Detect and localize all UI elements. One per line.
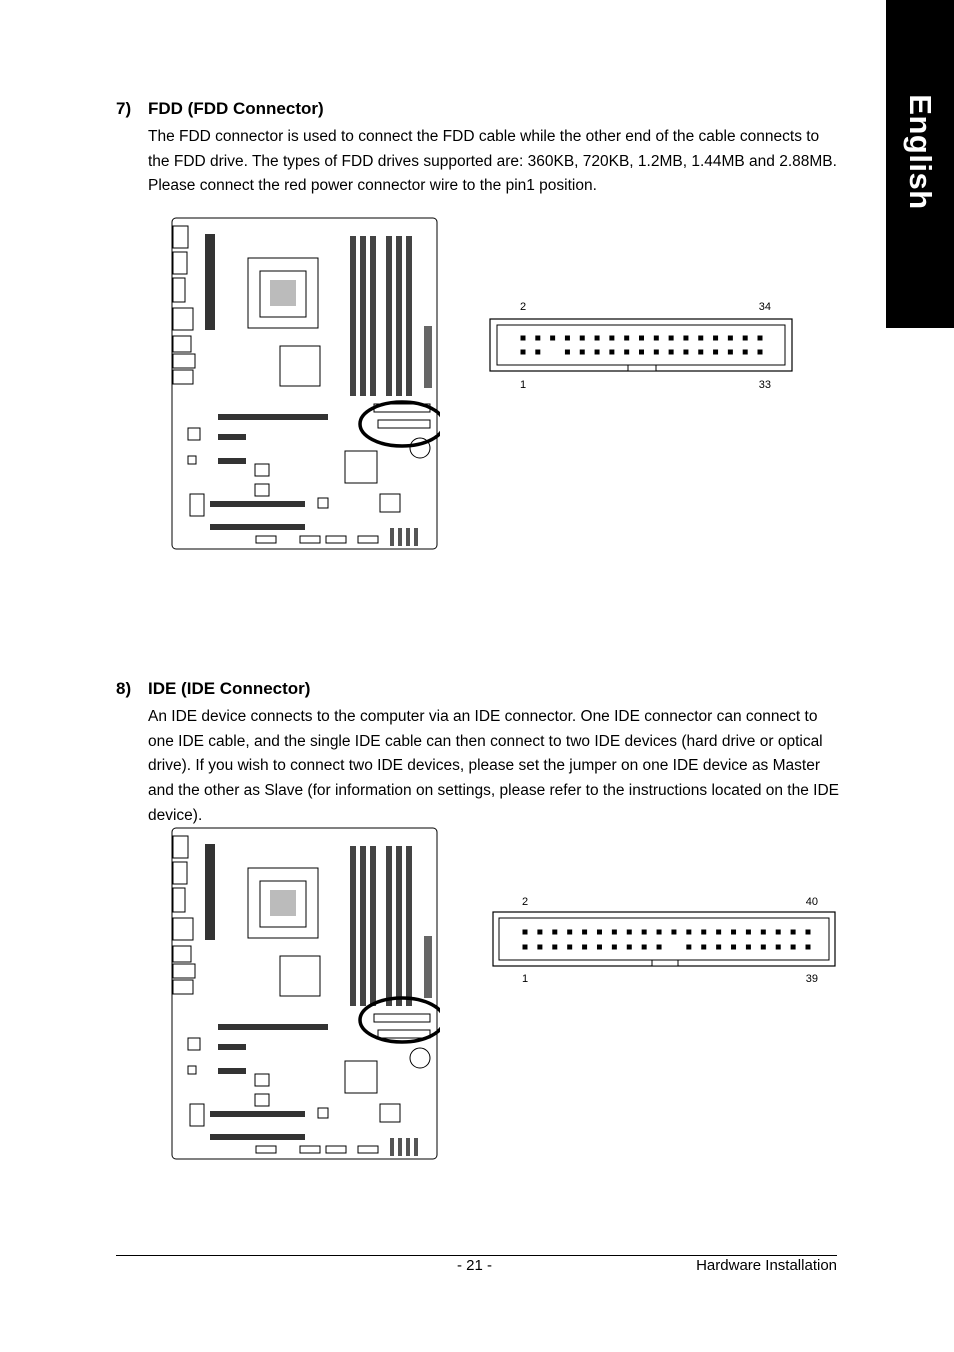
pin	[552, 945, 557, 950]
expansion-slot	[218, 1068, 246, 1074]
memory-slot	[386, 236, 392, 396]
pin-label-top-left: 2	[522, 896, 529, 908]
connector-key-notch	[628, 365, 656, 371]
pin	[535, 336, 540, 341]
memory-slot	[370, 236, 376, 396]
memory-slot	[350, 236, 356, 396]
pin	[758, 336, 763, 341]
pin	[701, 945, 706, 950]
pin	[582, 945, 587, 950]
front-panel-header	[300, 1146, 320, 1153]
memory-slot	[396, 846, 402, 1006]
pin	[713, 350, 718, 355]
southbridge-chip	[345, 1061, 377, 1093]
rear-io-port	[173, 862, 187, 884]
pin	[642, 930, 647, 935]
pin-array	[521, 336, 763, 355]
rear-io-port	[173, 980, 193, 994]
pin	[657, 930, 662, 935]
expansion-slot	[210, 501, 305, 507]
pin	[686, 930, 691, 935]
pin-label-top-right: 34	[758, 301, 771, 313]
pin	[683, 336, 688, 341]
sata-port	[406, 1138, 410, 1156]
connector-inner-frame	[499, 918, 829, 960]
pin	[716, 930, 721, 935]
pin	[806, 945, 811, 950]
pin	[597, 945, 602, 950]
rear-io-port	[173, 336, 191, 352]
header-connector	[374, 1014, 430, 1022]
front-panel-header	[358, 536, 378, 543]
sata-port	[414, 1138, 418, 1156]
board-component	[255, 464, 269, 476]
rear-io-port	[173, 888, 185, 912]
expansion-slot	[218, 414, 328, 420]
memory-slot	[396, 236, 402, 396]
connector-outer-frame	[490, 319, 792, 371]
expansion-slot	[210, 524, 305, 530]
pin	[686, 945, 691, 950]
pin	[791, 930, 796, 935]
pin	[565, 336, 570, 341]
pin	[624, 350, 629, 355]
board-component	[188, 428, 200, 440]
rear-io-port	[173, 308, 193, 330]
pin	[597, 930, 602, 935]
pin	[612, 945, 617, 950]
front-panel-header	[300, 536, 320, 543]
power-connector	[205, 844, 215, 940]
board-component	[188, 456, 196, 464]
pin	[580, 350, 585, 355]
fdd-pin-diagram	[488, 296, 798, 396]
pin	[654, 336, 659, 341]
ide-section-title: IDE (IDE Connector)	[148, 679, 311, 698]
sata-port	[390, 528, 394, 546]
pin	[550, 336, 555, 341]
language-tab	[886, 0, 954, 328]
language-tab-label: English	[903, 94, 938, 210]
ide-section-heading	[116, 679, 310, 699]
page-number: - 21 -	[457, 1257, 493, 1274]
rear-io-port	[173, 370, 193, 384]
pin	[776, 945, 781, 950]
pin	[642, 945, 647, 950]
sata-port	[406, 528, 410, 546]
pin	[698, 350, 703, 355]
pin	[639, 350, 644, 355]
pin	[683, 350, 688, 355]
board-component	[255, 1074, 269, 1086]
board-component	[318, 1108, 328, 1118]
pin	[609, 350, 614, 355]
pin	[657, 945, 662, 950]
pin	[639, 336, 644, 341]
pin	[595, 336, 600, 341]
fdd-section-heading	[116, 99, 324, 119]
atx-power-connector	[424, 936, 432, 998]
rear-io-port	[173, 964, 195, 978]
fdd-section-body: The FDD connector is used to connect the FDD cable while the other end of the cable connects to the FDD drive. The types of FDD drives supported are: 360KB, 720KB, 1.2MB, 1.44MB and 2.88MB. Please connect the red power connector wire to the pin1 position.	[148, 128, 837, 195]
pin	[731, 945, 736, 950]
memory-slot	[386, 846, 392, 1006]
pin	[761, 945, 766, 950]
pin	[535, 350, 540, 355]
expansion-slot	[218, 458, 246, 464]
memory-slot	[406, 846, 412, 1006]
pin	[713, 336, 718, 341]
southbridge-chip	[345, 451, 377, 483]
ide-section-number: 8)	[116, 679, 132, 698]
header-connector	[378, 1030, 430, 1038]
motherboard-ide-location-illustration	[170, 826, 440, 1162]
pin	[595, 350, 600, 355]
board-component	[380, 494, 400, 512]
pin	[521, 350, 526, 355]
rear-io-port	[173, 226, 188, 248]
pin	[701, 930, 706, 935]
pin	[654, 350, 659, 355]
pin	[698, 336, 703, 341]
rear-io-port	[173, 918, 193, 940]
pin	[743, 350, 748, 355]
pin	[728, 350, 733, 355]
pin	[537, 930, 542, 935]
pin	[624, 336, 629, 341]
power-connector	[205, 234, 215, 330]
expansion-slot	[218, 434, 246, 440]
fdd-section-title: FDD (FDD Connector)	[148, 99, 324, 118]
pin	[669, 350, 674, 355]
pin	[669, 336, 674, 341]
pin	[791, 945, 796, 950]
front-panel-header	[256, 536, 276, 543]
front-panel-header	[358, 1146, 378, 1153]
rear-io-port	[173, 354, 195, 368]
pin	[523, 945, 528, 950]
memory-slot	[370, 846, 376, 1006]
board-component	[190, 494, 204, 516]
memory-slot	[406, 236, 412, 396]
memory-slot	[350, 846, 356, 1006]
header-connector	[378, 420, 430, 428]
board-component	[255, 484, 269, 496]
footer-divider	[116, 1255, 837, 1256]
rear-io-port	[173, 836, 188, 858]
pin	[627, 930, 632, 935]
pin-label-top-right: 40	[805, 896, 818, 908]
rear-io-port	[173, 278, 185, 302]
sata-port	[398, 1138, 402, 1156]
northbridge-chip	[280, 956, 320, 996]
footer-section-name: Hardware Installation	[696, 1257, 837, 1274]
fdd-section-number: 7)	[116, 99, 132, 118]
pin	[582, 930, 587, 935]
front-panel-header	[326, 536, 346, 543]
pin	[567, 945, 572, 950]
pin	[728, 336, 733, 341]
board-component	[318, 498, 328, 508]
pin	[567, 930, 572, 935]
pin	[627, 945, 632, 950]
connector-outer-frame	[493, 912, 835, 966]
atx-power-connector	[424, 326, 432, 388]
pin	[671, 930, 676, 935]
expansion-slot	[218, 1024, 328, 1030]
memory-slot	[360, 236, 366, 396]
ide-pin-diagram	[490, 890, 840, 990]
pin	[612, 930, 617, 935]
pin	[537, 945, 542, 950]
pin	[580, 336, 585, 341]
rear-io-port	[173, 946, 191, 962]
ide-section-body: An IDE device connects to the computer via an IDE connector. One IDE connector can connect to one IDE cable, and the single IDE cable can then connect to two IDE devices (hard drive or optical drive). If you wish to connect two IDE devices, please set the jumper on one IDE device as Master and the other as Slave (for information on settings, please refer to the instructions located on the IDE device).	[148, 708, 839, 824]
pin	[552, 930, 557, 935]
board-component	[188, 1038, 200, 1050]
pin-label-top-left: 2	[520, 301, 527, 313]
front-panel-header	[326, 1146, 346, 1153]
expansion-slot	[218, 1044, 246, 1050]
sata-port	[414, 528, 418, 546]
pin	[746, 930, 751, 935]
pin	[523, 930, 528, 935]
cpu-die	[270, 280, 296, 306]
pin-label-bottom-left: 1	[522, 973, 529, 985]
pin	[758, 350, 763, 355]
board-component	[190, 1104, 204, 1126]
connector-key-notch	[652, 960, 678, 966]
pin	[743, 336, 748, 341]
pin	[806, 930, 811, 935]
cmos-battery	[410, 1048, 430, 1068]
cpu-die	[270, 890, 296, 916]
pin	[776, 930, 781, 935]
board-component	[255, 1094, 269, 1106]
board-component	[188, 1066, 196, 1074]
sata-port	[398, 528, 402, 546]
pin	[731, 930, 736, 935]
pin-array	[523, 930, 811, 950]
pin-label-bottom-right: 39	[805, 973, 818, 985]
sata-port	[390, 1138, 394, 1156]
expansion-slot	[210, 1134, 305, 1140]
expansion-slot	[210, 1111, 305, 1117]
pin	[521, 336, 526, 341]
connector-inner-frame	[497, 325, 785, 365]
pin	[716, 945, 721, 950]
pin-label-bottom-left: 1	[520, 379, 527, 391]
pin	[761, 930, 766, 935]
pin-label-bottom-right: 33	[758, 379, 771, 391]
northbridge-chip	[280, 346, 320, 386]
front-panel-header	[256, 1146, 276, 1153]
memory-slot	[360, 846, 366, 1006]
board-component	[380, 1104, 400, 1122]
pin	[746, 945, 751, 950]
rear-io-port	[173, 252, 187, 274]
pin	[609, 336, 614, 341]
pin	[565, 350, 570, 355]
motherboard-fdd-location-illustration	[170, 216, 440, 552]
